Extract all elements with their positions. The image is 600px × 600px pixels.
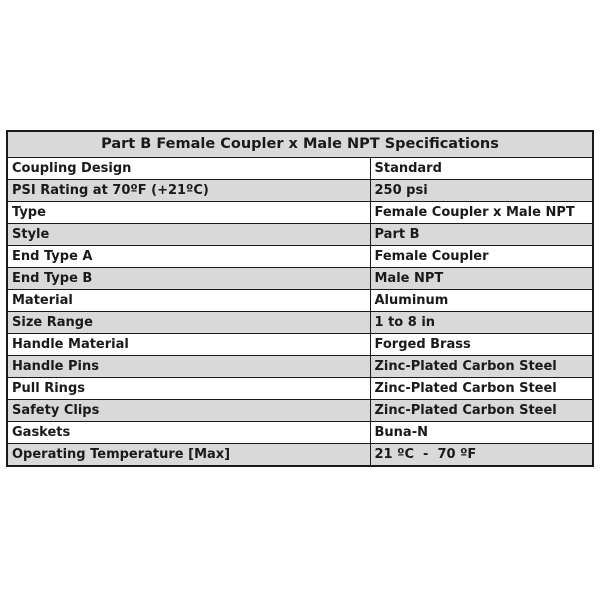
table-row bbox=[7, 399, 593, 421]
row-label: End Type B bbox=[7, 267, 370, 289]
row-value: 21 ºC - 70 ºF bbox=[370, 443, 593, 466]
row-value: Standard bbox=[370, 157, 593, 179]
row-value: Zinc-Plated Carbon Steel bbox=[370, 355, 593, 377]
row-value: Male NPT bbox=[370, 267, 593, 289]
row-label: Operating Temperature [Max] bbox=[7, 443, 370, 466]
row-label: Type bbox=[7, 201, 370, 223]
table-row bbox=[7, 179, 593, 201]
row-label: Gaskets bbox=[7, 421, 370, 443]
row-label: Pull Rings bbox=[7, 377, 370, 399]
table-row bbox=[7, 355, 593, 377]
row-label: Size Range bbox=[7, 311, 370, 333]
table-row bbox=[7, 443, 593, 466]
row-label: Style bbox=[7, 223, 370, 245]
row-value: Zinc-Plated Carbon Steel bbox=[370, 377, 593, 399]
row-value: Zinc-Plated Carbon Steel bbox=[370, 399, 593, 421]
table-row bbox=[7, 421, 593, 443]
table-row bbox=[7, 311, 593, 333]
table-row bbox=[7, 289, 593, 311]
row-label: Safety Clips bbox=[7, 399, 370, 421]
row-value: Female Coupler x Male NPT bbox=[370, 201, 593, 223]
table-row bbox=[7, 157, 593, 179]
row-value: 250 psi bbox=[370, 179, 593, 201]
table-title: Part B Female Coupler x Male NPT Specifications bbox=[7, 131, 593, 157]
table-row bbox=[7, 377, 593, 399]
table-header-row bbox=[7, 131, 593, 157]
row-label: Handle Material bbox=[7, 333, 370, 355]
row-value: Aluminum bbox=[370, 289, 593, 311]
row-label: Handle Pins bbox=[7, 355, 370, 377]
row-value: Buna-N bbox=[370, 421, 593, 443]
row-label: Material bbox=[7, 289, 370, 311]
table-row bbox=[7, 267, 593, 289]
table-row bbox=[7, 201, 593, 223]
table-row bbox=[7, 223, 593, 245]
specifications-table bbox=[6, 130, 594, 467]
table-row bbox=[7, 333, 593, 355]
table-row bbox=[7, 245, 593, 267]
row-label: PSI Rating at 70ºF (+21ºC) bbox=[7, 179, 370, 201]
row-value: Forged Brass bbox=[370, 333, 593, 355]
row-label: Coupling Design bbox=[7, 157, 370, 179]
row-value: Female Coupler bbox=[370, 245, 593, 267]
row-value: Part B bbox=[370, 223, 593, 245]
row-label: End Type A bbox=[7, 245, 370, 267]
row-value: 1 to 8 in bbox=[370, 311, 593, 333]
